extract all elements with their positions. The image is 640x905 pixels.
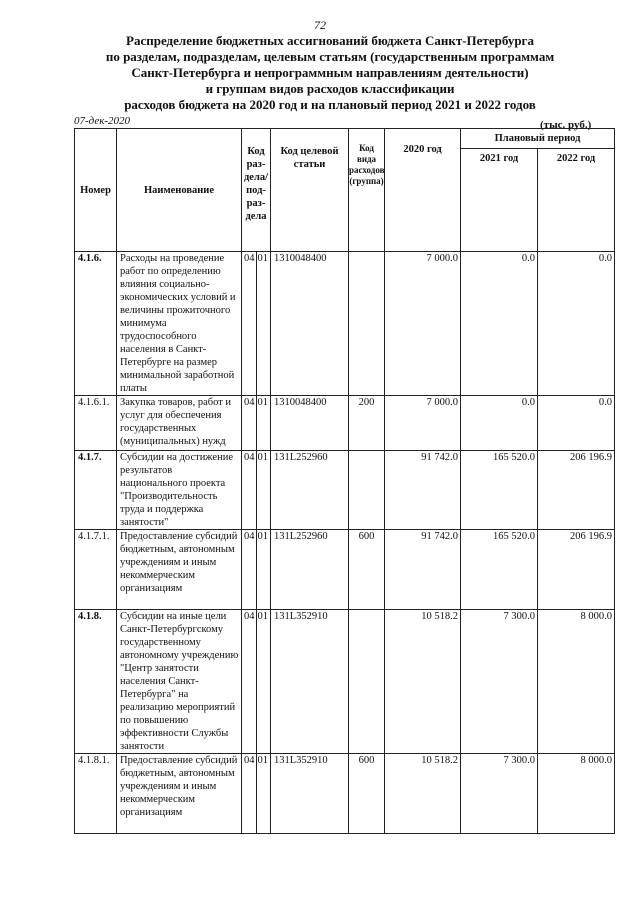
row-value-2021: 0.0 (461, 396, 538, 451)
row-subsection: 01 (257, 451, 271, 530)
row-type-code: 200 (349, 396, 385, 451)
row-value-2020: 10 518.2 (385, 754, 461, 834)
row-target-code: 1310048400 (271, 252, 349, 396)
row-value-2020: 7 000.0 (385, 252, 461, 396)
row-section: 04 (242, 451, 257, 530)
row-number: 4.1.7. (75, 451, 117, 530)
row-value-2022: 206 196.9 (538, 530, 615, 610)
row-value-2021: 7 300.0 (461, 754, 538, 834)
budget-table (74, 128, 615, 834)
header-2021: 2021 год (461, 149, 538, 252)
header-name: Наименование (117, 129, 242, 252)
row-section: 04 (242, 754, 257, 834)
table-row (75, 754, 615, 834)
row-type-code (349, 610, 385, 754)
title-line: расходов бюджета на 2020 год и на плановый период 2021 и 2022 годов (124, 97, 536, 112)
row-target-code: 1310048400 (271, 396, 349, 451)
row-type-code (349, 451, 385, 530)
row-subsection: 01 (257, 610, 271, 754)
row-value-2021: 165 520.0 (461, 530, 538, 610)
header-2020: 2020 год (385, 129, 461, 252)
row-number: 4.1.6. (75, 252, 117, 396)
row-number: 4.1.7.1. (75, 530, 117, 610)
header-target-code: Код целевой статьи (271, 129, 349, 252)
row-value-2020: 10 518.2 (385, 610, 461, 754)
header-2022: 2022 год (538, 149, 615, 252)
header-number: Номер (75, 129, 117, 252)
units-label: (тыс. руб.) (540, 119, 592, 131)
table-row (75, 396, 615, 451)
title-line: Распределение бюджетных ассигнований бюджета Санкт-Петербурга (126, 33, 534, 48)
row-value-2022: 0.0 (538, 396, 615, 451)
document-title (60, 33, 600, 113)
row-value-2020: 91 742.0 (385, 530, 461, 610)
title-line: по разделам, подразделам, целевым статьям (государственным программам (105, 49, 555, 64)
row-target-code: 131L252960 (271, 451, 349, 530)
table-row (75, 530, 615, 610)
row-section: 04 (242, 396, 257, 451)
row-section: 04 (242, 252, 257, 396)
header-planned: Плановый период (461, 129, 615, 149)
row-type-code: 600 (349, 754, 385, 834)
document-date: 07-дек-2020 (74, 115, 131, 127)
header-section-code: Код раз- дела/ под- раз- дела (242, 129, 271, 252)
row-value-2021: 7 300.0 (461, 610, 538, 754)
row-type-code (349, 252, 385, 396)
row-subsection: 01 (257, 252, 271, 396)
row-subsection: 01 (257, 530, 271, 610)
row-subsection: 01 (257, 396, 271, 451)
row-name: Предоставление субсидий бюджетным, автономным учреждениям и иным некоммерческим организациям (117, 530, 242, 610)
row-name: Субсидии на иные цели Санкт-Петербургскому государственному автономному учреждению "Центр занятости населения Санкт-Петербурга" на реализацию мероприятий по повышению эффективности Службы занятости (117, 610, 242, 754)
row-section: 04 (242, 530, 257, 610)
row-value-2022: 8 000.0 (538, 754, 615, 834)
header-type-code: Код вида расходов (группа) (349, 129, 385, 252)
row-number: 4.1.8.1. (75, 754, 117, 834)
row-subsection: 01 (257, 754, 271, 834)
row-name: Расходы на проведение работ по определению влияния социально-экономических условий и величины прожиточного минимума трудоспособного населения в Санкт-Петербурге на размер минимальной заработной платы (117, 252, 242, 396)
title-line: и группам видов расходов классификации (205, 81, 455, 96)
row-target-code: 131L252960 (271, 530, 349, 610)
row-name: Субсидии на достижение результатов национального проекта "Производительность труда и поддержка занятости" (117, 451, 242, 530)
row-value-2021: 165 520.0 (461, 451, 538, 530)
page-number: 72 (314, 18, 326, 32)
title-line: Санкт-Петербурга и непрограммным направлениям деятельности) (131, 65, 529, 80)
table-row (75, 610, 615, 754)
row-type-code: 600 (349, 530, 385, 610)
row-value-2020: 7 000.0 (385, 396, 461, 451)
row-number: 4.1.6.1. (75, 396, 117, 451)
row-name: Закупка товаров, работ и услуг для обеспечения государственных (муниципальных) нужд (117, 396, 242, 451)
row-number: 4.1.8. (75, 610, 117, 754)
table-row (75, 451, 615, 530)
row-section: 04 (242, 610, 257, 754)
row-value-2022: 8 000.0 (538, 610, 615, 754)
row-value-2021: 0.0 (461, 252, 538, 396)
row-name: Предоставление субсидий бюджетным, автономным учреждениям и иным некоммерческим организациям (117, 754, 242, 834)
row-target-code: 131L352910 (271, 610, 349, 754)
row-value-2020: 91 742.0 (385, 451, 461, 530)
row-value-2022: 0.0 (538, 252, 615, 396)
row-target-code: 131L352910 (271, 754, 349, 834)
row-value-2022: 206 196.9 (538, 451, 615, 530)
table-row (75, 252, 615, 396)
